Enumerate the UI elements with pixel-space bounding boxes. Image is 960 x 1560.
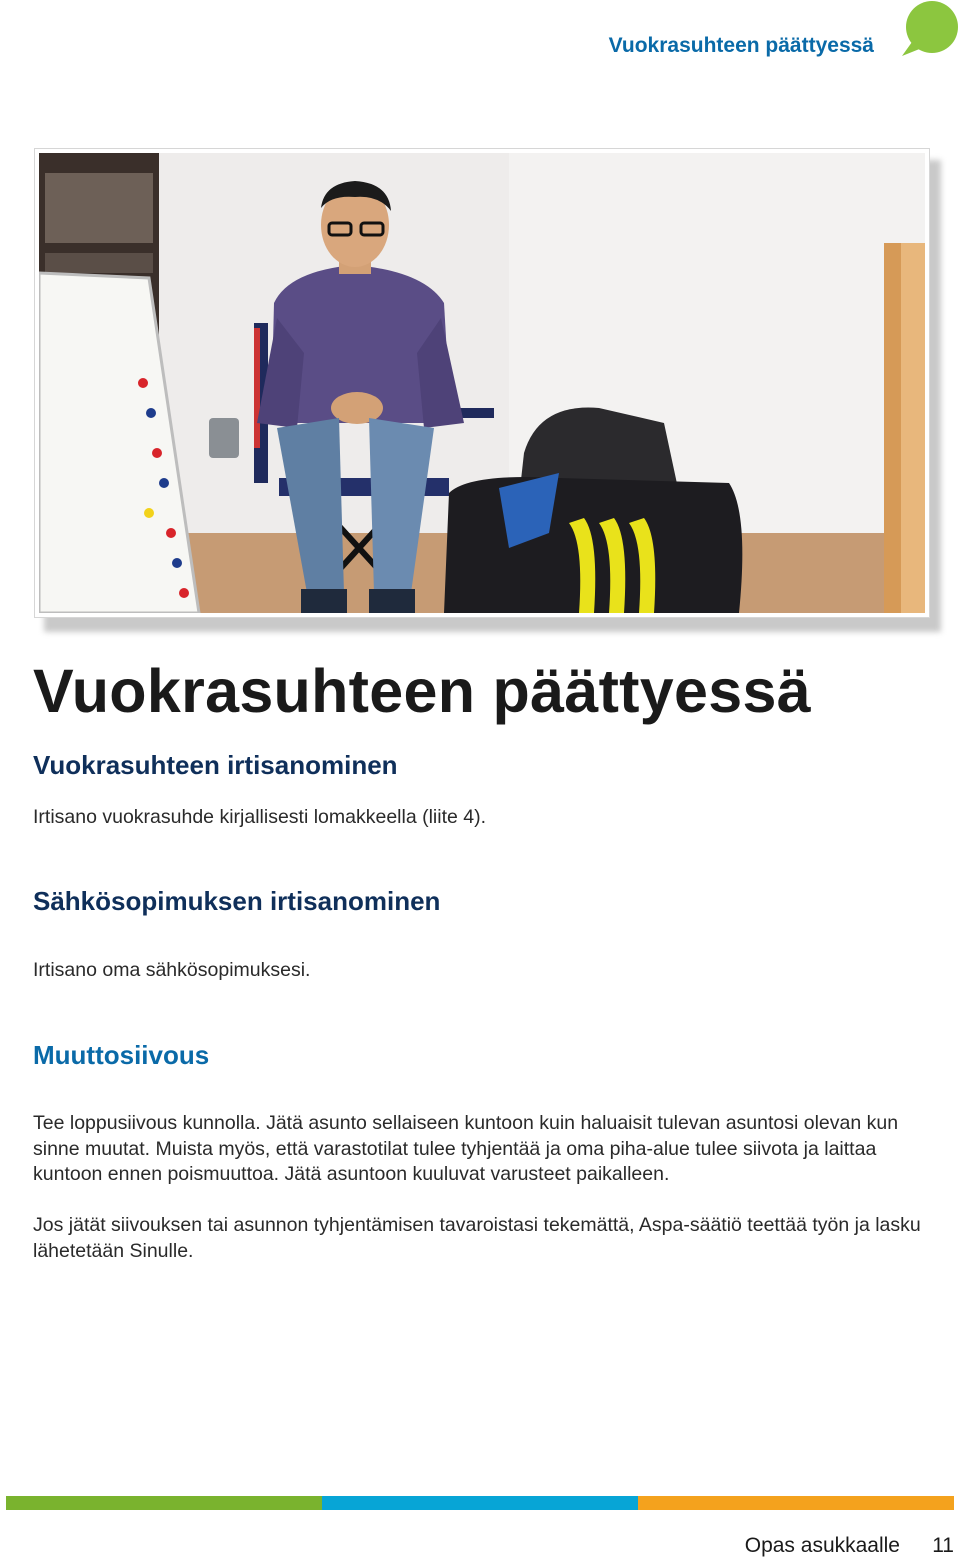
section-body-muuttosiivous-2: Jos jätät siivouksen tai asunnon tyhjentämisen tavaroistasi tekemättä, Aspa-säätiö teettää työn ja lasku lähetetään Sinulle. [33,1214,921,1262]
page-title: Vuokrasuhteen päättyessä [33,657,811,725]
footer-band-blue [322,1496,638,1510]
page-number: 11 [932,1534,954,1557]
speech-bubble-icon [898,0,960,58]
footer-band-orange [638,1496,954,1510]
section-body-vuokrasuhteen-irtisanominen: Irtisano vuokrasuhde kirjallisesti lomakkeella (liite 4). [33,806,487,828]
section-body-muuttosiivous-1: Tee loppusiivous kunnolla. Jätä asunto sellaiseen kuntoon kuin haluaisit tulevan asuntosi olevan kun sinne muutat. Muista myös, että varastotilat tulee tyhjentää ja oma piha-alue tulee siivota ja laittaa kuntoon ennen poismuuttoa. Jätä asuntoon kuuluvat varusteet paikalleen. [33,1112,899,1186]
section-heading-sahkosopimuksen-irtisanominen: Sähkösopimuksen irtisanominen [33,886,441,916]
photo-frame [34,148,930,618]
footer-label: Opas asukkaalle [744,1534,900,1557]
section-body-sahkosopimuksen-irtisanominen: Irtisano oma sähkösopimuksesi. [33,959,311,981]
footer-band-green [6,1496,322,1510]
photo-man-sitting-in-folding-chair [39,153,925,613]
running-header-title: Vuokrasuhteen päättyessä [608,34,874,57]
section-heading-muuttosiivous: Muuttosiivous [33,1040,210,1070]
section-heading-vuokrasuhteen-irtisanominen: Vuokrasuhteen irtisanominen [33,750,398,780]
